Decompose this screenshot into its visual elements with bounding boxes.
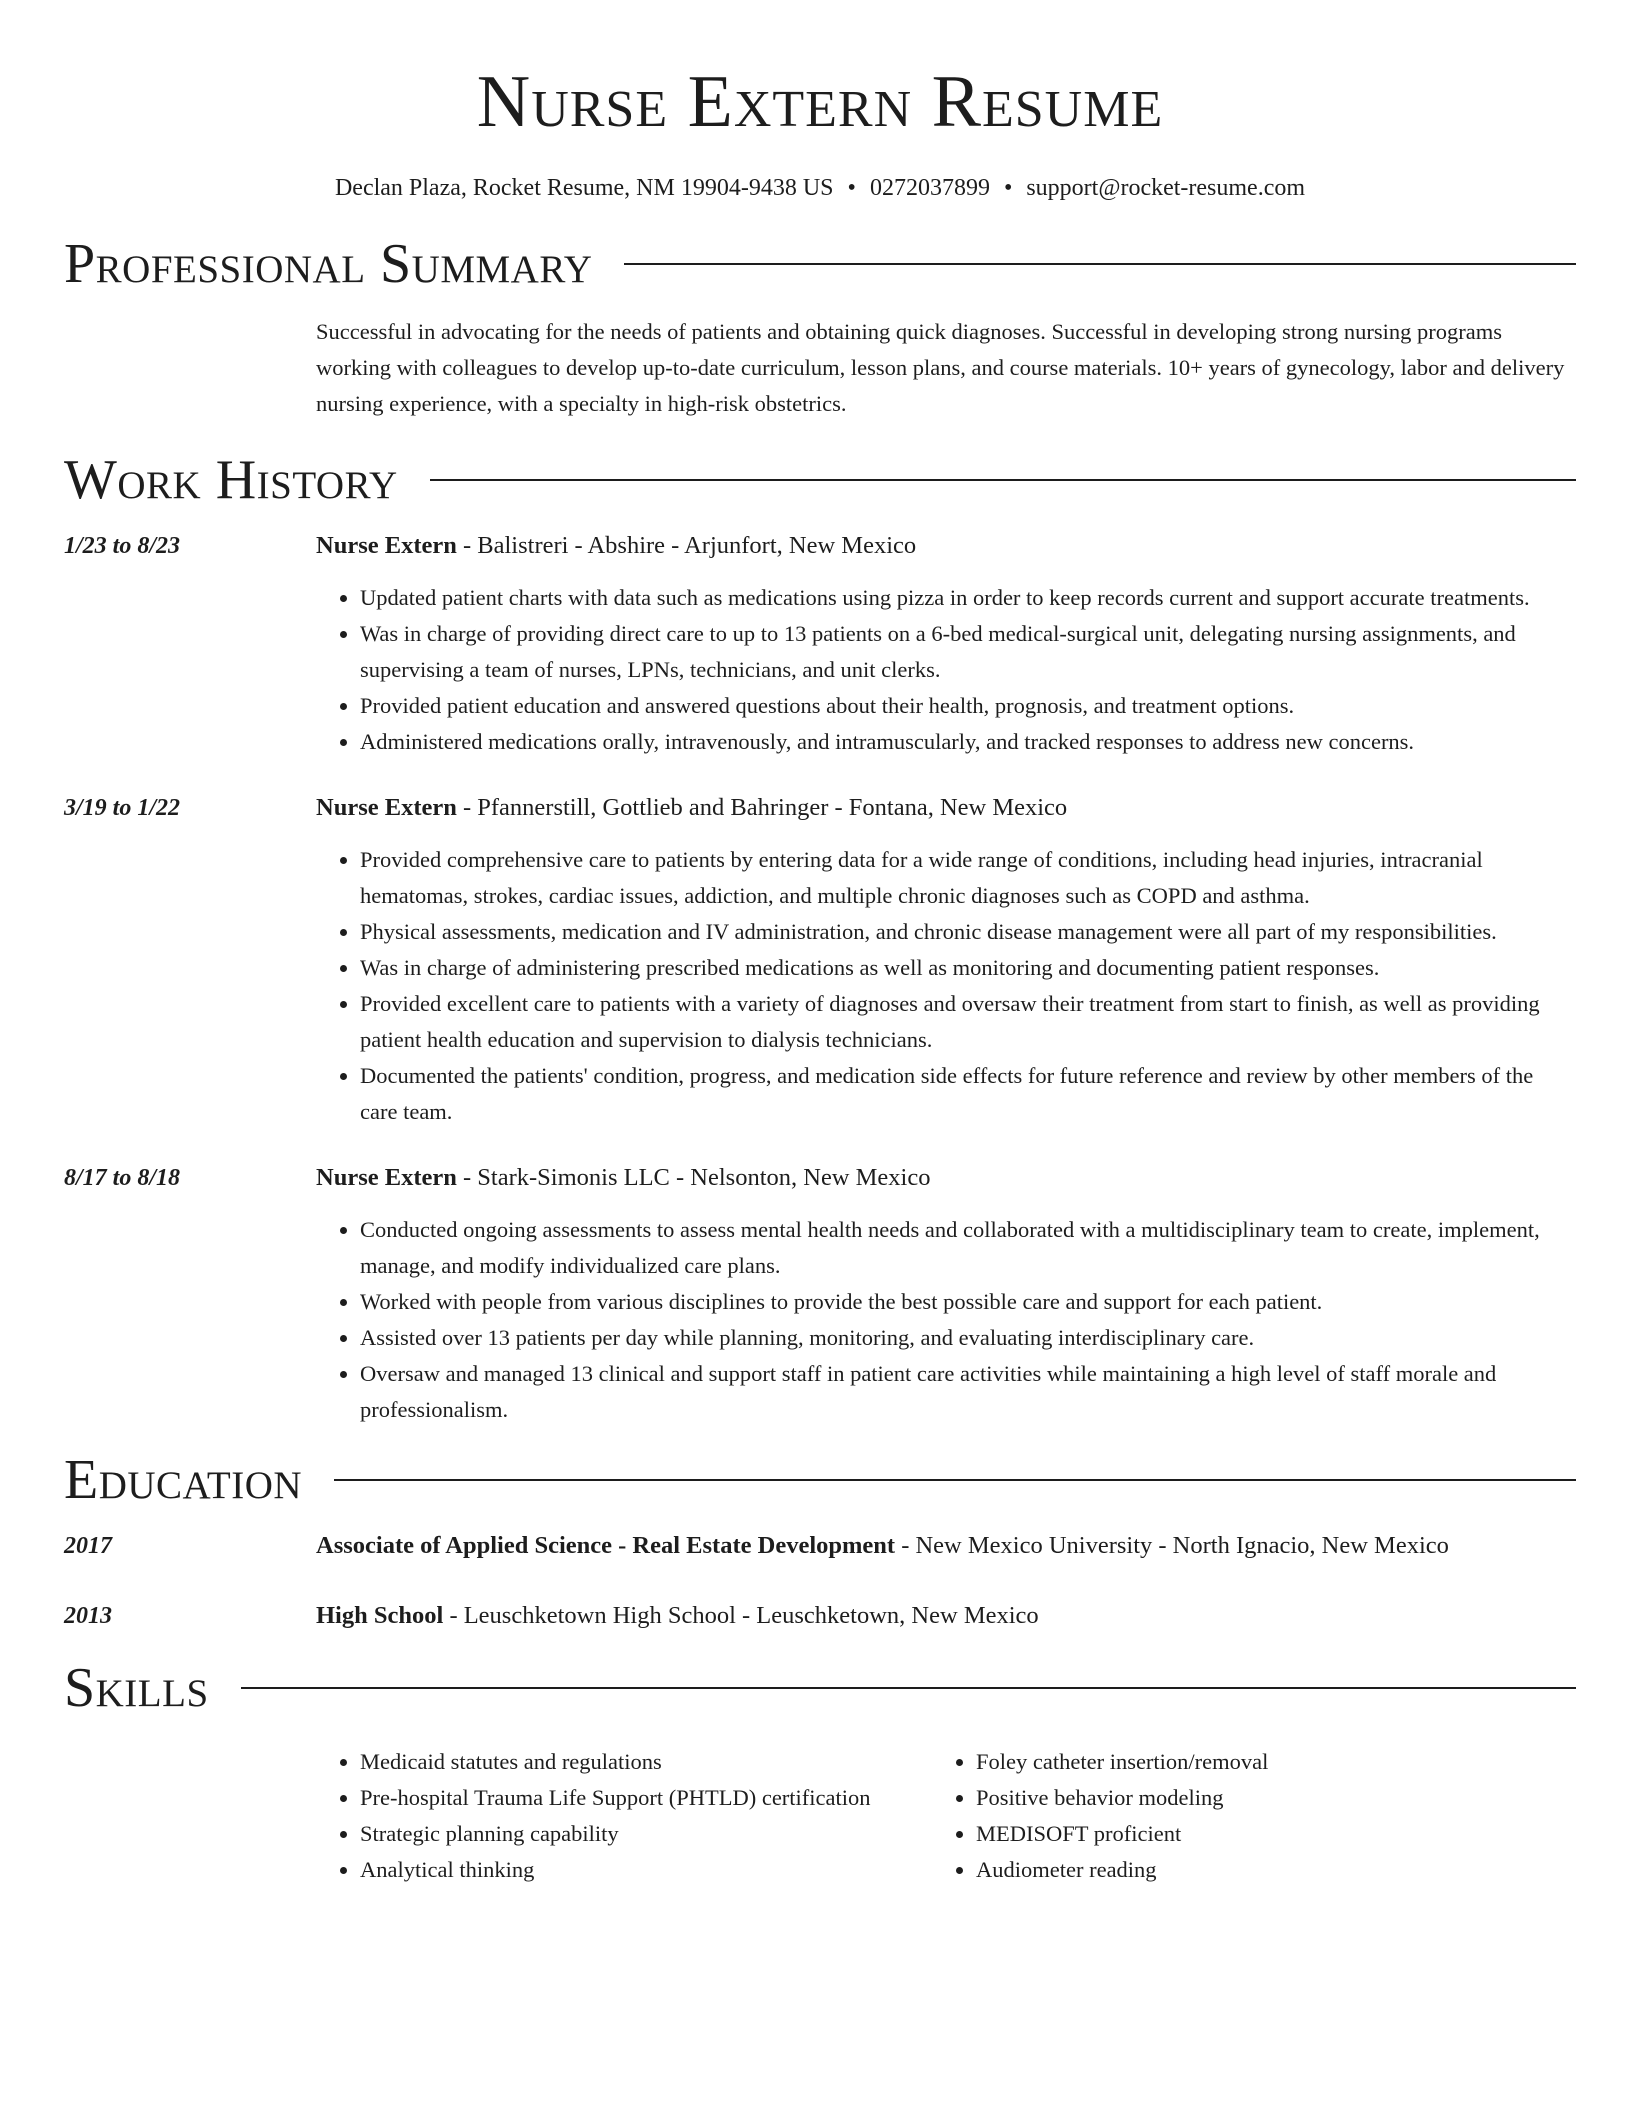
skill-item: • Positive behavior modeling (976, 1780, 1576, 1816)
list-item: • Documented the patients' condition, progress, and medication side effects for future reference and review by other members of the care team. (360, 1058, 1576, 1130)
job-bullets (316, 580, 1576, 760)
education-section-heading (64, 1450, 1576, 1510)
skill-item: • Pre-hospital Trauma Life Support (PHTLD) certification (360, 1780, 932, 1816)
skill-item: • Medicaid statutes and regulations (360, 1744, 932, 1780)
education-headline (316, 1600, 1576, 1632)
list-item: • Oversaw and managed 13 clinical and support staff in patient care activities while maintaining a high level of staff morale and professionalism. (360, 1356, 1576, 1428)
list-item: • Physical assessments, medication and IV administration, and chronic disease management were all part of my responsibilities. (360, 914, 1576, 950)
job-entry (64, 1162, 1576, 1428)
section-title: Education (64, 1449, 303, 1511)
job-employer: - Stark-Simonis LLC - Nelsonton, New Mexico (456, 1164, 931, 1191)
job-title: Nurse Extern (316, 532, 457, 559)
skill-item: • Analytical thinking (360, 1852, 932, 1888)
skills-column-1 (316, 1744, 932, 1888)
skill-item: • Audiometer reading (976, 1852, 1576, 1888)
job-bullets (316, 1212, 1576, 1428)
section-divider (241, 1687, 1576, 1689)
contact-phone: 0272037899 (869, 175, 990, 201)
job-headline (316, 530, 1576, 562)
contact-separator: • (847, 175, 856, 201)
section-title: Professional Summary (64, 233, 593, 295)
section-divider (430, 479, 1576, 481)
education-school: - Leuschketown High School - Leuschketown, New Mexico (443, 1602, 1039, 1629)
skill-item: • MEDISOFT proficient (976, 1816, 1576, 1852)
list-item: • Assisted over 13 patients per day while planning, monitoring, and evaluating interdisciplinary care. (360, 1320, 1576, 1356)
job-entry (64, 530, 1576, 760)
contact-email: support@rocket-resume.com (1026, 175, 1306, 201)
list-item: • Provided comprehensive care to patients by entering data for a wide range of conditions, including head injuries, intracranial hematomas, strokes, cardiac issues, addiction, and multiple chronic diagnoses such as COPD and asthma. (360, 842, 1576, 914)
job-dates: 1/23 to 8/23 (64, 533, 181, 559)
list-item: • Provided patient education and answered questions about their health, prognosis, and treatment options. (360, 688, 1576, 724)
job-headline (316, 1162, 1576, 1194)
contact-address: Declan Plaza, Rocket Resume, NM 19904-9438 US (334, 175, 834, 201)
list-item: • Conducted ongoing assessments to assess mental health needs and collaborated with a multidisciplinary team to create, implement, manage, and modify individualized care plans. (360, 1212, 1576, 1284)
contact-line (64, 172, 1576, 204)
list-item: • Was in charge of providing direct care to up to 13 patients on a 6-bed medical-surgical unit, delegating nursing assignments, and supervising a team of nurses, LPNs, technicians, and unit clerks. (360, 616, 1576, 688)
contact-separator: • (1003, 175, 1013, 201)
section-title: Skills (64, 1657, 209, 1719)
education-year: 2017 (64, 1533, 112, 1559)
job-dates: 8/17 to 8/18 (64, 1165, 181, 1191)
list-item: • Worked with people from various disciplines to provide the best possible care and support for each patient. (360, 1284, 1576, 1320)
education-degree: Associate of Applied Science - Real Estate Development (316, 1532, 896, 1559)
skill-item: • Foley catheter insertion/removal (976, 1744, 1576, 1780)
list-item: • Updated patient charts with data such as medications using pizza in order to keep records current and support accurate treatments. (360, 580, 1576, 616)
section-title: Work History (64, 449, 398, 511)
section-divider (334, 1479, 1576, 1481)
job-entry (64, 792, 1576, 1130)
education-headline (316, 1530, 1576, 1562)
job-headline (316, 792, 1576, 824)
education-entry (64, 1530, 1576, 1562)
job-employer: - Balistreri - Abshire - Arjunfort, New Mexico (456, 532, 917, 559)
education-degree: High School (316, 1602, 444, 1629)
resume-page (64, 0, 1576, 1888)
skills-section-heading (64, 1658, 1576, 1718)
job-dates: 3/19 to 1/22 (64, 795, 181, 821)
list-item: • Administered medications orally, intravenously, and intramuscularly, and tracked responses to address new concerns. (360, 724, 1576, 760)
skill-item: • Strategic planning capability (360, 1816, 932, 1852)
education-year: 2013 (64, 1603, 112, 1629)
section-divider (624, 263, 1576, 265)
resume-title: Nurse Extern Resume (476, 61, 1164, 143)
list-item: • Was in charge of administering prescribed medications as well as monitoring and documenting patient responses. (360, 950, 1576, 986)
summary-text: Successful in advocating for the needs of patients and obtaining quick diagnoses. Successful in developing strong nursing programs working with colleagues to develop up-to-date curriculum, lesson plans, and course materials. 10+ years of gynecology, labor and delivery nursing experience, with a specialty in high-risk obstetrics. (316, 319, 1565, 416)
summary-section-heading (64, 234, 1576, 294)
skills-column-2 (932, 1744, 1576, 1888)
list-item: • Provided excellent care to patients with a variety of diagnoses and oversaw their treatment from start to finish, as well as providing patient health education and supervision to dialysis technicians. (360, 986, 1576, 1058)
job-bullets (316, 842, 1576, 1130)
job-employer: - Pfannerstill, Gottlieb and Bahringer - Fontana, New Mexico (456, 794, 1068, 821)
job-title: Nurse Extern (316, 794, 457, 821)
job-title: Nurse Extern (316, 1164, 457, 1191)
education-entry (64, 1600, 1576, 1632)
work-section-heading (64, 450, 1576, 510)
skills-list (316, 1744, 1576, 1888)
education-school: - New Mexico University - North Ignacio, New Mexico (895, 1532, 1449, 1559)
